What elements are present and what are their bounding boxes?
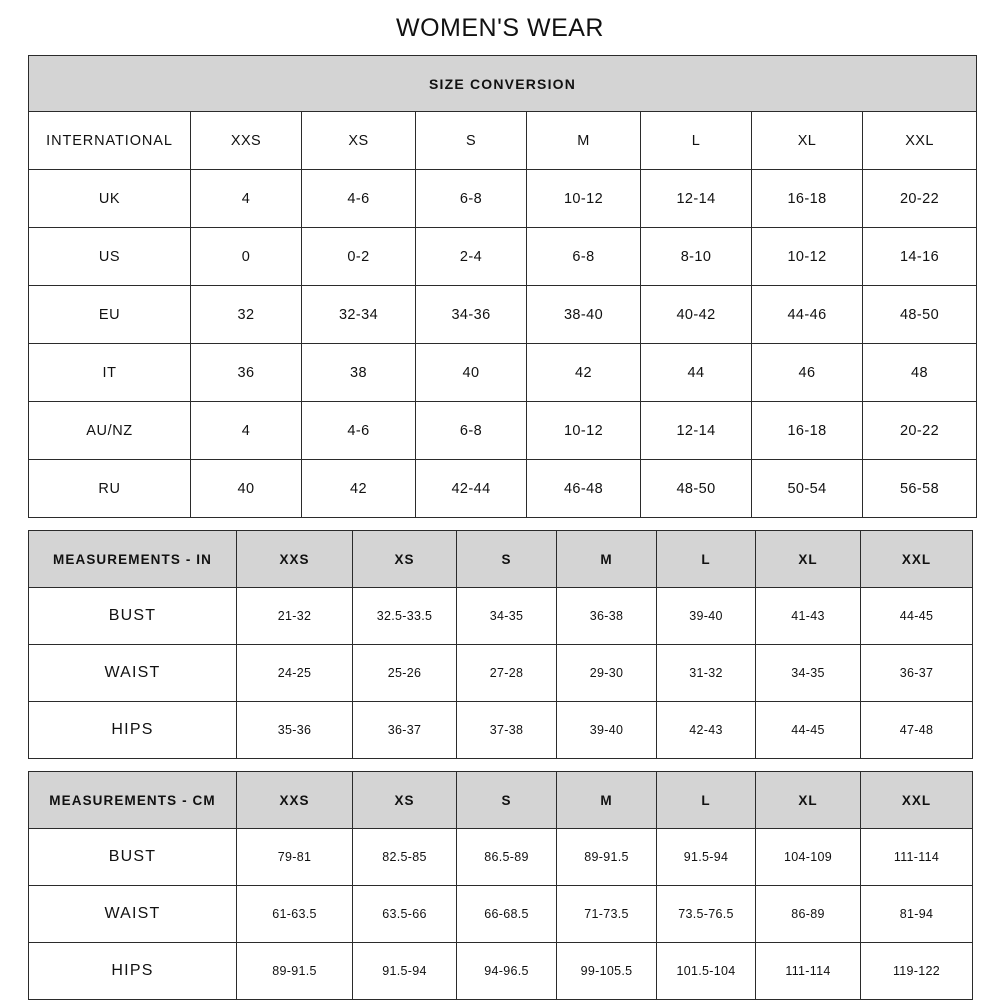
cell: 4-6 [302, 402, 416, 460]
cell: 40 [416, 344, 527, 402]
table-row [29, 286, 977, 344]
column-header-xl: XL [756, 531, 861, 588]
cell: 44 [641, 344, 752, 402]
cell: 111-114 [756, 943, 861, 1000]
cell: 4-6 [302, 170, 416, 228]
column-header-measurements-cm: MEASUREMENTS - CM [29, 772, 237, 829]
cell: 86.5-89 [457, 829, 557, 886]
cell: 79-81 [237, 829, 353, 886]
cell: 16-18 [752, 402, 863, 460]
page-title: WOMEN'S WEAR [396, 14, 604, 42]
column-header-xl: XL [756, 772, 861, 829]
cell: 71-73.5 [557, 886, 657, 943]
cell: 37-38 [457, 702, 557, 759]
cell: 36-37 [353, 702, 457, 759]
cell: 32-34 [302, 286, 416, 344]
cell: 8-10 [641, 228, 752, 286]
cell: 36 [191, 344, 302, 402]
column-header-s: S [457, 531, 557, 588]
column-header-xs: XS [302, 112, 416, 170]
cell: 16-18 [752, 170, 863, 228]
row-label-it: IT [29, 344, 191, 402]
cell: 89-91.5 [557, 829, 657, 886]
cell: 38-40 [527, 286, 641, 344]
cell: 66-68.5 [457, 886, 557, 943]
column-header-xxs: XXS [191, 112, 302, 170]
cell: 61-63.5 [237, 886, 353, 943]
measurements-inches-table [28, 530, 973, 759]
cell: 73.5-76.5 [657, 886, 756, 943]
cell: 32.5-33.5 [353, 588, 457, 645]
table-row [29, 344, 977, 402]
table-row [29, 645, 973, 702]
cell: 48-50 [863, 286, 977, 344]
row-label-waist: WAIST [29, 886, 237, 943]
cell: 39-40 [557, 702, 657, 759]
cell: 20-22 [863, 402, 977, 460]
cell: 10-12 [527, 402, 641, 460]
row-label-bust: BUST [29, 829, 237, 886]
column-header-m: M [557, 531, 657, 588]
cell: 56-58 [863, 460, 977, 518]
cell: 21-32 [237, 588, 353, 645]
cell: 12-14 [641, 170, 752, 228]
cell: 25-26 [353, 645, 457, 702]
table-row [29, 228, 977, 286]
cell: 31-32 [657, 645, 756, 702]
cell: 119-122 [861, 943, 973, 1000]
cell: 48 [863, 344, 977, 402]
table-row [29, 702, 973, 759]
cell: 6-8 [416, 402, 527, 460]
cell: 6-8 [527, 228, 641, 286]
row-label-waist: WAIST [29, 645, 237, 702]
table-row [29, 402, 977, 460]
size-conversion-banner: SIZE CONVERSION [29, 56, 977, 112]
row-label-aunz: AU/NZ [29, 402, 191, 460]
table-header-row [29, 112, 977, 170]
table-row [29, 588, 973, 645]
cell: 81-94 [861, 886, 973, 943]
row-label-bust: BUST [29, 588, 237, 645]
cell: 104-109 [756, 829, 861, 886]
cell: 35-36 [237, 702, 353, 759]
cell: 27-28 [457, 645, 557, 702]
row-label-uk: UK [29, 170, 191, 228]
column-header-s: S [416, 112, 527, 170]
column-header-l: L [641, 112, 752, 170]
table-row [29, 829, 973, 886]
cell: 46 [752, 344, 863, 402]
cell: 47-48 [861, 702, 973, 759]
cell: 10-12 [527, 170, 641, 228]
cell: 101.5-104 [657, 943, 756, 1000]
cell: 12-14 [641, 402, 752, 460]
table-header-row [29, 772, 973, 829]
column-header-m: M [527, 112, 641, 170]
cell: 42 [302, 460, 416, 518]
column-header-international: INTERNATIONAL [29, 112, 191, 170]
size-conversion-table [28, 55, 977, 518]
table-banner-row [29, 56, 977, 112]
cell: 44-45 [756, 702, 861, 759]
column-header-l: L [657, 772, 756, 829]
cell: 34-36 [416, 286, 527, 344]
column-header-measurements-in: MEASUREMENTS - IN [29, 531, 237, 588]
cell: 42 [527, 344, 641, 402]
row-label-us: US [29, 228, 191, 286]
cell: 20-22 [863, 170, 977, 228]
cell: 82.5-85 [353, 829, 457, 886]
column-header-xs: XS [353, 772, 457, 829]
cell: 42-43 [657, 702, 756, 759]
cell: 34-35 [457, 588, 557, 645]
cell: 4 [191, 170, 302, 228]
cell: 2-4 [416, 228, 527, 286]
column-header-xxs: XXS [237, 531, 353, 588]
cell: 6-8 [416, 170, 527, 228]
cell: 14-16 [863, 228, 977, 286]
cell: 0 [191, 228, 302, 286]
cell: 99-105.5 [557, 943, 657, 1000]
measurements-centimeters-table [28, 771, 973, 1000]
cell: 63.5-66 [353, 886, 457, 943]
column-header-xl: XL [752, 112, 863, 170]
column-header-m: M [557, 772, 657, 829]
row-label-hips: HIPS [29, 702, 237, 759]
cell: 32 [191, 286, 302, 344]
cell: 89-91.5 [237, 943, 353, 1000]
cell: 46-48 [527, 460, 641, 518]
column-header-s: S [457, 772, 557, 829]
table-row [29, 170, 977, 228]
cell: 0-2 [302, 228, 416, 286]
cell: 94-96.5 [457, 943, 557, 1000]
cell: 38 [302, 344, 416, 402]
table-row [29, 886, 973, 943]
cell: 36-37 [861, 645, 973, 702]
column-header-xxl: XXL [861, 772, 973, 829]
cell: 10-12 [752, 228, 863, 286]
cell: 29-30 [557, 645, 657, 702]
cell: 44-46 [752, 286, 863, 344]
column-header-l: L [657, 531, 756, 588]
cell: 36-38 [557, 588, 657, 645]
column-header-xxs: XXS [237, 772, 353, 829]
table-header-row [29, 531, 973, 588]
cell: 42-44 [416, 460, 527, 518]
row-label-ru: RU [29, 460, 191, 518]
cell: 50-54 [752, 460, 863, 518]
cell: 86-89 [756, 886, 861, 943]
cell: 91.5-94 [657, 829, 756, 886]
cell: 91.5-94 [353, 943, 457, 1000]
cell: 48-50 [641, 460, 752, 518]
cell: 111-114 [861, 829, 973, 886]
table-row [29, 943, 973, 1000]
cell: 44-45 [861, 588, 973, 645]
column-header-xxl: XXL [863, 112, 977, 170]
row-label-hips: HIPS [29, 943, 237, 1000]
cell: 39-40 [657, 588, 756, 645]
cell: 34-35 [756, 645, 861, 702]
cell: 41-43 [756, 588, 861, 645]
column-header-xxl: XXL [861, 531, 973, 588]
row-label-eu: EU [29, 286, 191, 344]
column-header-xs: XS [353, 531, 457, 588]
table-row [29, 460, 977, 518]
cell: 40 [191, 460, 302, 518]
cell: 40-42 [641, 286, 752, 344]
cell: 24-25 [237, 645, 353, 702]
cell: 4 [191, 402, 302, 460]
